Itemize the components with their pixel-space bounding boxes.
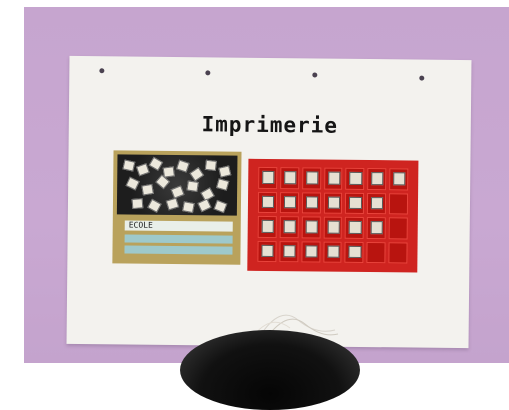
poster-title: Imprimerie xyxy=(201,112,339,138)
child-head xyxy=(180,330,360,410)
binder-hole xyxy=(205,70,210,75)
binder-hole xyxy=(312,72,317,77)
binder-hole xyxy=(99,68,104,73)
letter-tiles-pile xyxy=(117,154,238,215)
type-case-photo xyxy=(247,159,418,273)
type-case-grid xyxy=(257,167,408,264)
composing-line xyxy=(124,245,232,254)
composing-line xyxy=(125,234,233,243)
letter-tray-photo xyxy=(112,150,241,264)
binder-hole xyxy=(419,76,424,81)
composing-stick-word: ECOLE xyxy=(125,220,233,231)
